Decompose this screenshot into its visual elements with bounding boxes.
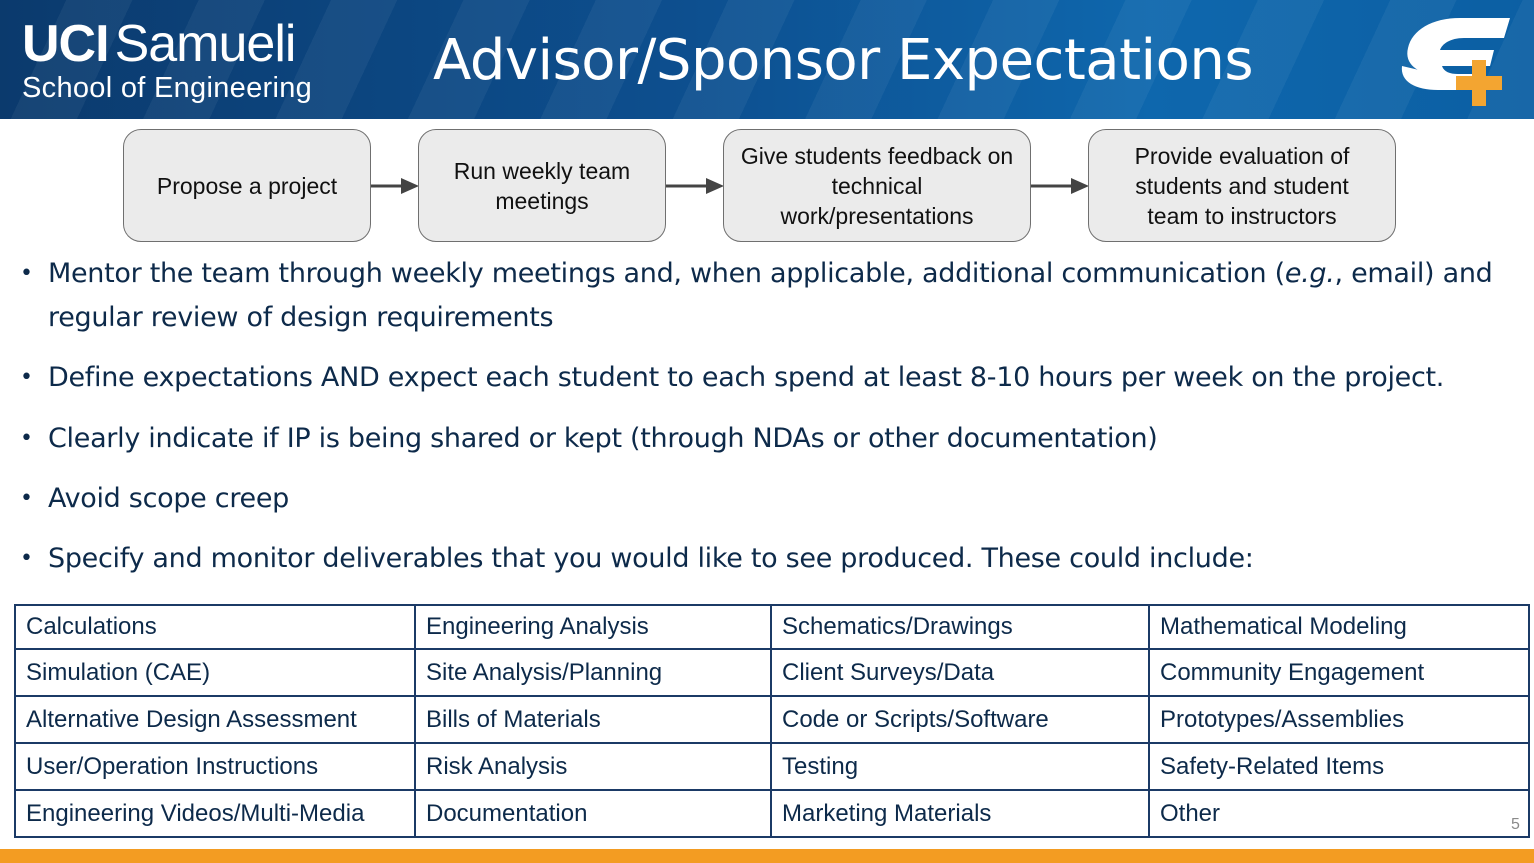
table-cell: Prototypes/Assemblies xyxy=(1149,696,1529,743)
table-cell: Other xyxy=(1149,790,1529,837)
logo-school: School of Engineering xyxy=(22,72,313,104)
table-cell: Alternative Design Assessment xyxy=(15,696,415,743)
logo-samueli: Samueli xyxy=(114,15,296,73)
bullet-item: • Avoid scope creep xyxy=(20,477,1500,521)
bullet-dot-icon: • xyxy=(20,261,33,286)
table-cell: Community Engagement xyxy=(1149,649,1529,696)
flow-arrow-icon xyxy=(666,177,724,195)
deliverables-table xyxy=(14,604,1530,838)
table-cell: Marketing Materials xyxy=(771,790,1149,837)
table-cell: User/Operation Instructions xyxy=(15,743,415,790)
header-banner xyxy=(0,0,1534,119)
table-cell: Testing xyxy=(771,743,1149,790)
bullet-dot-icon: • xyxy=(20,546,33,571)
table-cell: Risk Analysis xyxy=(415,743,771,790)
table-cell: Calculations xyxy=(15,605,415,649)
logo-uci: UCI xyxy=(22,15,109,73)
flow-step-evaluation: Provide evaluation of students and student team to instructors xyxy=(1088,129,1396,242)
table-cell: Mathematical Modeling xyxy=(1149,605,1529,649)
flow-step-meetings: Run weekly team meetings xyxy=(418,129,666,242)
table-cell: Bills of Materials xyxy=(415,696,771,743)
flow-arrow-icon xyxy=(1031,177,1089,195)
table-cell: Engineering Videos/Multi-Media xyxy=(15,790,415,837)
table-cell: Safety-Related Items xyxy=(1149,743,1529,790)
table-row xyxy=(15,790,1529,837)
table-cell: Site Analysis/Planning xyxy=(415,649,771,696)
flow-arrow-icon xyxy=(371,177,419,195)
table-cell: Simulation (CAE) xyxy=(15,649,415,696)
flow-step-feedback: Give students feedback on technical work/presentations xyxy=(723,129,1031,242)
bullet-item: • Mentor the team through weekly meetings and, when applicable, additional communication (e.g., email) and regular review of design requirements xyxy=(20,252,1500,340)
table-cell: Client Surveys/Data xyxy=(771,649,1149,696)
table-cell: Schematics/Drawings xyxy=(771,605,1149,649)
table-row xyxy=(15,605,1529,649)
bullet-item: • Specify and monitor deliverables that you would like to see produced. These could include: xyxy=(20,537,1500,581)
table-cell: Code or Scripts/Software xyxy=(771,696,1149,743)
table-cell: Documentation xyxy=(415,790,771,837)
table-row xyxy=(15,696,1529,743)
table-row xyxy=(15,743,1529,790)
bullet-item: • Clearly indicate if IP is being shared or kept (through NDAs or other documentation) xyxy=(20,417,1500,461)
table-cell: Engineering Analysis xyxy=(415,605,771,649)
page-number: 5 xyxy=(1511,816,1520,833)
bullet-dot-icon: • xyxy=(20,426,33,451)
eplus-logo-icon xyxy=(1398,14,1518,110)
slide-title: Advisor/Sponsor Expectations xyxy=(433,28,1254,93)
bullet-item: • Define expectations AND expect each student to each spend at least 8-10 hours per week on the project. xyxy=(20,356,1500,400)
bullet-dot-icon: • xyxy=(20,486,33,511)
table-row xyxy=(15,649,1529,696)
uci-samueli-logo xyxy=(22,15,313,104)
footer-accent-bar xyxy=(0,849,1534,863)
flow-step-propose: Propose a project xyxy=(123,129,371,242)
bullet-dot-icon: • xyxy=(20,365,33,390)
